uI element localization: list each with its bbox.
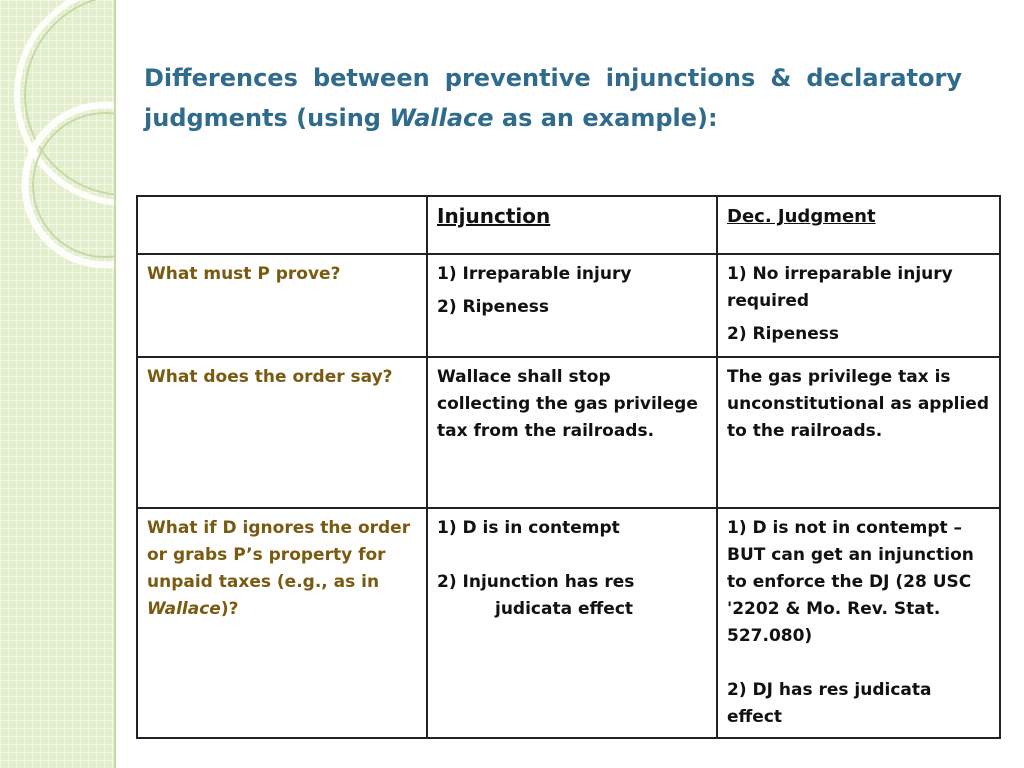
cell-line: 1) No irreparable injury required	[727, 264, 953, 311]
line-spacer	[437, 542, 707, 569]
table-row	[137, 254, 1000, 357]
cell-line: 2) DJ has res judicata effect	[727, 680, 932, 727]
cell-line: 2) Ripeness	[437, 297, 550, 317]
cell-line: judicata effect	[495, 599, 634, 619]
header-dec-judgment: Dec. Judgment	[717, 196, 1000, 254]
row-question: What must P prove?	[137, 254, 427, 357]
title-text-part2: as an example):	[493, 104, 718, 132]
cell-line: 2) Ripeness	[727, 324, 840, 344]
question-text-part1: What if D ignores the order or grabs P’s property for unpaid taxes (e.g., as in	[147, 518, 411, 592]
slide-title	[144, 58, 962, 138]
dec-judgment-cell	[717, 254, 1000, 357]
question-text-part2: )?	[220, 599, 239, 619]
dec-judgment-cell: The gas privilege tax is unconstitutional as applied to the railroads.	[717, 357, 1000, 508]
injunction-cell	[427, 508, 717, 738]
title-text-italic: Wallace	[389, 104, 494, 132]
table-row	[137, 357, 1000, 508]
table-row	[137, 508, 1000, 738]
cell-line: 2) Injunction has res	[437, 572, 635, 592]
title-text-part1: Differences between preventive injunctions & declaratory judgments (using	[144, 64, 962, 132]
cell-line: 1) D is in contempt	[437, 518, 620, 538]
injunction-cell	[427, 254, 717, 357]
table-header-row	[137, 196, 1000, 254]
row-question: What does the order say?	[137, 357, 427, 508]
decorative-rings-graphic	[0, 0, 114, 768]
line-spacer	[727, 650, 990, 677]
question-text-italic: Wallace	[147, 599, 221, 619]
comparison-table	[136, 195, 1001, 739]
row-question	[137, 508, 427, 738]
injunction-cell: Wallace shall stop collecting the gas privilege tax from the railroads.	[427, 357, 717, 508]
decorative-side-panel	[0, 0, 116, 768]
header-injunction: Injunction	[427, 196, 717, 254]
header-cell-empty	[137, 196, 427, 254]
cell-line: 1) D is not in contempt – BUT can get an injunction to enforce the DJ (28 USC '2202 & Mo. Rev. Stat. 527.080)	[727, 518, 974, 646]
cell-line: 1) Irreparable injury	[437, 264, 632, 284]
dec-judgment-cell	[717, 508, 1000, 738]
